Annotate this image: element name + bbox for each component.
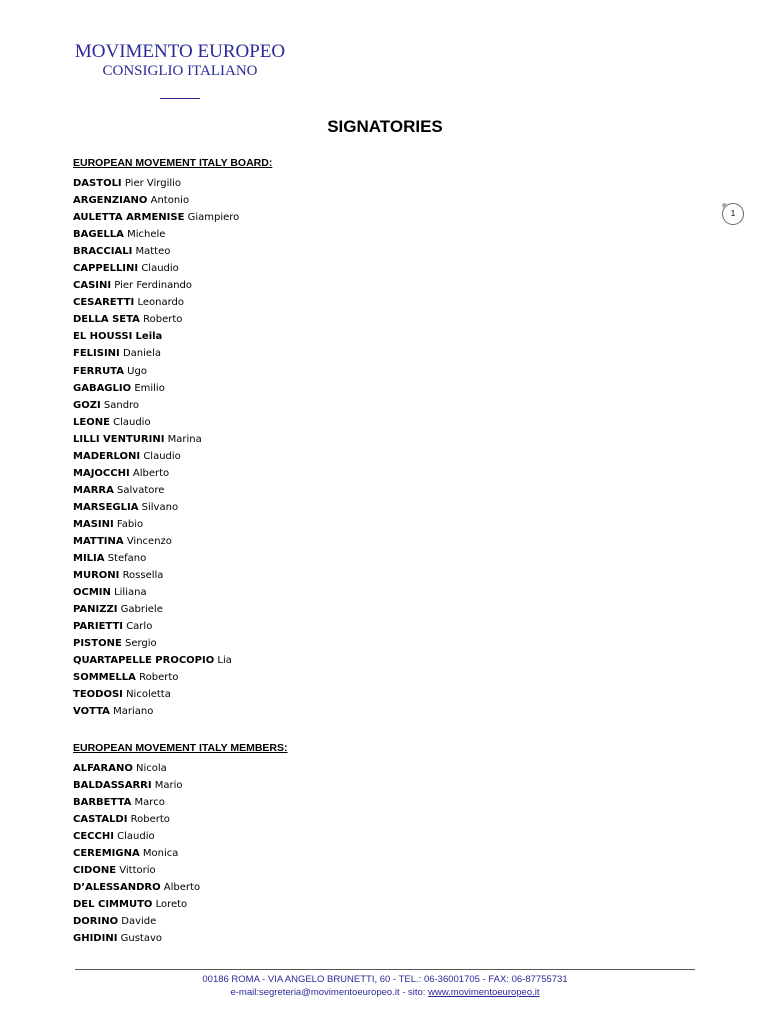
signatory-surname: BARBETTA: [73, 797, 132, 809]
signatory-item: [73, 567, 272, 584]
signatory-surname: CIDONE: [73, 865, 117, 877]
signatory-surname: MATTINA: [73, 535, 124, 547]
signatory-surname: QUARTAPELLE PROCOPIO: [73, 655, 215, 667]
signatory-item: [73, 618, 272, 635]
signatory-surname: ARGENZIANO: [73, 195, 148, 207]
signatory-first-name: Claudio: [117, 831, 155, 843]
signatory-first-name: Claudio: [113, 416, 151, 428]
signatory-first-name: Gustavo: [120, 933, 162, 945]
signatory-surname: SOMMELLA: [73, 672, 136, 684]
signatory-first-name: Sergio: [124, 638, 157, 650]
signatory-item: [73, 686, 272, 703]
signatory-item: [73, 380, 272, 397]
signatory-surname: PISTONE: [73, 638, 122, 650]
signatory-first-name: Monica: [142, 848, 179, 860]
signatory-surname: GOZI: [73, 399, 101, 411]
signatory-first-name: Salvatore: [117, 484, 165, 496]
signatory-first-name: Michele: [127, 229, 166, 241]
letterhead: [60, 42, 300, 99]
signatory-first-name: Davide: [121, 916, 157, 928]
signatory-surname: LEONE: [73, 416, 110, 428]
page-number-badge: 1: [722, 203, 744, 225]
signatory-item: [73, 635, 272, 652]
signatory-surname: CASINI: [73, 280, 112, 292]
signatory-item: [73, 703, 272, 720]
signatory-first-name: Alberto: [132, 467, 170, 479]
footer-contact: [0, 986, 770, 999]
signatory-item: [73, 397, 272, 414]
signatory-surname: MURONI: [73, 570, 120, 582]
signatory-first-name: Claudio: [141, 263, 179, 275]
signatory-item: [73, 277, 272, 294]
board-section: [73, 156, 272, 721]
signatory-item: [73, 345, 272, 362]
signatory-item: [73, 828, 288, 845]
signatory-first-name: Giampiero: [187, 212, 240, 224]
signatory-surname: GABAGLIO: [73, 382, 132, 394]
signatory-surname: CAPPELLINI: [73, 263, 139, 275]
signatory-first-name: Pier Ferdinando: [114, 280, 193, 292]
signatory-item: [73, 913, 288, 930]
signatory-first-name: Leila: [135, 331, 163, 343]
signatory-surname: MAJOCCHI: [73, 467, 130, 479]
signatory-item: [73, 294, 272, 311]
signatory-first-name: Marina: [167, 433, 202, 445]
signatory-first-name: Mario: [154, 780, 183, 792]
signatory-surname: CESARETTI: [73, 297, 135, 309]
signatory-item: [73, 516, 272, 533]
signatory-surname: AULETTA ARMENISE: [73, 212, 185, 224]
signatory-first-name: Nicola: [136, 763, 167, 774]
members-heading: EUROPEAN MOVEMENT ITALY MEMBERS:: [73, 742, 288, 754]
signatory-item: [73, 226, 272, 243]
signatory-surname: MARRA: [73, 484, 114, 496]
signatory-first-name: Antonio: [150, 195, 190, 207]
signatory-first-name: Loreto: [155, 899, 188, 911]
signatory-surname: EL HOUSSI: [73, 331, 133, 343]
signatory-surname: DEL CIMMUTO: [73, 899, 153, 911]
signatory-first-name: Ugo: [127, 365, 147, 377]
signatory-first-name: Stefano: [107, 553, 147, 565]
signatory-item: [73, 192, 272, 209]
signatory-item: [73, 414, 272, 431]
signatory-item: [73, 652, 272, 669]
signatory-item: [73, 584, 272, 601]
signatory-surname: MILIA: [73, 553, 105, 565]
signatory-first-name: Mariano: [113, 706, 154, 718]
signatory-first-name: Rossella: [122, 570, 164, 582]
footer: [0, 969, 770, 999]
letterhead-divider: [160, 98, 200, 99]
signatory-first-name: Daniela: [122, 348, 161, 360]
signatory-item: [73, 845, 288, 862]
document-title: SIGNATORIES: [327, 117, 443, 136]
signatory-item: [73, 243, 272, 260]
signatory-first-name: Emilio: [134, 382, 165, 394]
signatory-item: [73, 794, 288, 811]
signatory-surname: BRACCIALI: [73, 246, 133, 258]
signatory-item: [73, 175, 272, 192]
signatory-first-name: Pier Virgilio: [124, 178, 182, 189]
signatory-first-name: Roberto: [143, 314, 183, 326]
signatory-first-name: Roberto: [139, 672, 179, 684]
signatory-item: [73, 777, 288, 794]
signatory-item: [73, 448, 272, 465]
signatory-surname: GHIDINI: [73, 933, 118, 945]
signatory-first-name: Matteo: [135, 246, 171, 258]
signatory-item: [73, 260, 272, 277]
signatory-item: [73, 811, 288, 828]
signatory-item: [73, 550, 272, 567]
signatory-surname: D’ALESSANDRO: [73, 882, 161, 894]
signatory-first-name: Fabio: [116, 518, 144, 530]
signatory-first-name: Gabriele: [120, 604, 163, 616]
footer-address: 00186 ROMA - VIA ANGELO BRUNETTI, 60 - TEL.: 06-36001705 - FAX: 06-87755731: [202, 974, 568, 985]
signatory-item: [73, 311, 272, 328]
signatory-surname: MASINI: [73, 518, 114, 530]
signatory-first-name: Silvano: [141, 501, 179, 513]
signatory-item: [73, 896, 288, 913]
signatory-first-name: Lia: [217, 655, 232, 667]
signatory-surname: DASTOLI: [73, 178, 122, 189]
signatory-first-name: Leonardo: [137, 297, 184, 309]
signatory-first-name: Carlo: [126, 621, 153, 633]
signatory-surname: VOTTA: [73, 706, 110, 718]
signatory-item: [73, 431, 272, 448]
member-list: [73, 760, 288, 948]
signatory-item: [73, 930, 288, 947]
signatory-surname: LILLI VENTURINI: [73, 433, 165, 445]
signatory-first-name: Sandro: [103, 399, 140, 411]
members-section: [73, 741, 288, 948]
signatory-item: [73, 328, 272, 345]
letterhead-subtitle: CONSIGLIO ITALIANO: [102, 63, 258, 79]
signatory-surname: FELISINI: [73, 348, 120, 360]
signatory-surname: OCMIN: [73, 587, 111, 599]
footer-divider: [75, 969, 695, 970]
signatory-first-name: Nicoletta: [126, 689, 171, 701]
signatory-first-name: Roberto: [130, 814, 170, 826]
signatory-item: [73, 879, 288, 896]
signatory-surname: FERRUTA: [73, 365, 124, 377]
board-heading: EUROPEAN MOVEMENT ITALY BOARD:: [73, 157, 273, 169]
board-member-list: [73, 175, 272, 721]
signatory-surname: CECCHI: [73, 831, 114, 843]
signatory-surname: DELLA SETA: [73, 314, 140, 326]
signatory-surname: BALDASSARRI: [73, 780, 152, 792]
footer-site-link[interactable]: www.movimentoeuropeo.it: [428, 987, 540, 998]
signatory-first-name: Vincenzo: [126, 535, 172, 547]
signatory-item: [73, 760, 288, 777]
signatory-item: [73, 601, 272, 618]
signatory-surname: DORINO: [73, 916, 119, 928]
signatory-surname: CEREMIGNA: [73, 848, 140, 860]
footer-email: e-mail:segreteria@movimentoeuropeo.it - sito:: [230, 987, 429, 998]
signatory-item: [73, 862, 288, 879]
signatory-first-name: Alberto: [163, 882, 201, 894]
signatory-item: [73, 363, 272, 380]
signatory-surname: ALFARANO: [73, 763, 133, 774]
signatory-first-name: Vittorio: [119, 865, 156, 877]
signatory-item: [73, 209, 272, 226]
signatory-first-name: Liliana: [114, 587, 147, 599]
signatory-item: [73, 465, 272, 482]
signatory-item: [73, 482, 272, 499]
signatory-item: [73, 533, 272, 550]
signatory-surname: MARSEGLIA: [73, 501, 139, 513]
signatory-first-name: Claudio: [143, 450, 181, 462]
signatory-surname: MADERLONI: [73, 450, 141, 462]
signatory-surname: PANIZZI: [73, 604, 118, 616]
signatory-surname: CASTALDI: [73, 814, 128, 826]
signatory-surname: TEODOSI: [73, 689, 123, 701]
signatory-item: [73, 669, 272, 686]
signatory-surname: BAGELLA: [73, 229, 124, 241]
letterhead-title: MOVIMENTO EUROPEO: [74, 41, 286, 62]
signatory-first-name: Marco: [134, 797, 165, 809]
signatory-surname: PARIETTI: [73, 621, 123, 633]
signatory-item: [73, 499, 272, 516]
